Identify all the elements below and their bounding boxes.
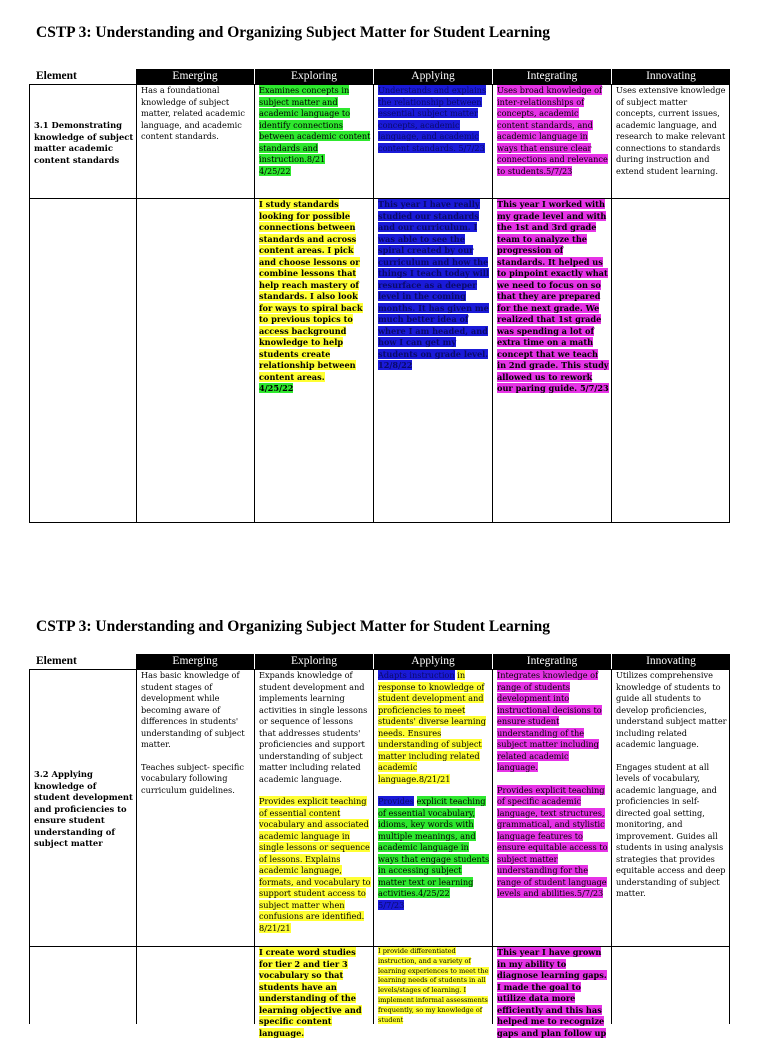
section1-table-line xyxy=(611,84,612,523)
section1-exploring-evidence-cell xyxy=(259,199,371,395)
section2-level-applying: Applying xyxy=(374,654,492,669)
section1-applying-cell xyxy=(378,85,490,154)
section2-exploring-evidence-text: I create word studies for tier 2 and tier 3 vocabulary so that students have an understanding of the learning objective and specific content language. xyxy=(259,947,362,1038)
section1-innovating-cell xyxy=(616,85,728,177)
section1-table-line xyxy=(729,84,730,523)
section2-element-header: Element xyxy=(36,655,77,667)
section1-exploring-evidence-date: 4/25/22 xyxy=(259,383,294,393)
section2-table-line xyxy=(29,669,30,1024)
section2-applying-text-1: in response to knowledge of student development and proficiencies to meet students' diverse learning needs. Ensures understanding of subject matter including related academic language.8/21/21 xyxy=(378,670,487,784)
section1-level-exploring: Exploring xyxy=(255,69,373,84)
section1-title: CSTP 3: Understanding and Organizing Subject Matter for Student Learning xyxy=(36,24,550,41)
section2-level-emerging: Emerging xyxy=(136,654,254,669)
section1-applying-evidence-cell xyxy=(378,199,490,370)
section2-table-line xyxy=(492,669,493,1024)
section2-exploring-text-1: Expands knowledge of student development and implements learning activities in single lessons or sequence of lessons that addresses students' proficiencies and support understanding of subject matter including related academic language. xyxy=(259,670,368,784)
section2-applying-evidence-cell xyxy=(378,947,490,1024)
section2-exploring-cell xyxy=(259,670,371,934)
section2-exploring-evidence-cell xyxy=(259,947,371,1038)
section1-integrating-text: Uses broad knowledge of inter-relationships of concepts, academic content standards, and academic language in ways that ensure clear connections and relevance to students.5/7/23 xyxy=(497,85,608,176)
section2-table-line xyxy=(254,669,255,1024)
section1-exploring-evidence-text: I study standards looking for possible connections between standards and across content areas. I pick and choose lessons or combine lessons that help reach mastery of standards. I also look for ways to spiral back to previous topics to access background knowledge to help students create relationship between content areas. xyxy=(259,199,363,382)
section2-applying-text-2: explicit teaching of essential vocabulary, idioms, key words with multiple meanings, and academic language in ways that engage students in accessing subject matter text or learning activities.4/25/22 xyxy=(378,796,490,898)
section1-emerging-cell xyxy=(141,85,251,143)
section1-level-integrating: Integrating xyxy=(493,69,611,84)
section2-applying-lead-1: Adapts instruction xyxy=(378,670,455,680)
section2-integrating-cell xyxy=(497,670,609,900)
section2-title: CSTP 3: Understanding and Organizing Subject Matter for Student Learning xyxy=(36,618,550,635)
section2-level-innovating: Innovating xyxy=(612,654,730,669)
section2-emerging-cell xyxy=(141,670,251,796)
section1-table-line xyxy=(29,84,30,523)
section1-table-line xyxy=(136,84,137,523)
section2-table-line xyxy=(729,669,730,1024)
section1-level-innovating: Innovating xyxy=(612,69,730,84)
section2-innovating-cell xyxy=(616,670,728,900)
section2-table-line xyxy=(611,669,612,1024)
section2-table-line xyxy=(373,669,374,1024)
section2-applying-date: 5/7/23 xyxy=(378,899,405,910)
section2-applying-evidence-text: I provide differentiated instruction, and a variety of learning experiences to meet the learning needs of students in all levels/stages of learning. I implement informal assessments frequently, so my knowledge of student xyxy=(378,947,489,1024)
section2-emerging-text-2: Teaches subject- specific vocabulary following curriculum guidelines. xyxy=(141,761,244,795)
section2-level-exploring: Exploring xyxy=(255,654,373,669)
section1-table-line xyxy=(254,84,255,523)
section1-applying-evidence-text: This year I have really studied our standards and our curriculum. I was able to see the spiral created by our curriculum and how the things I teach today will resurface as a deeper level in the coming months. It has given me much better idea of where I am headed, and how I can get my students on grade level. 12/8/22 xyxy=(378,199,490,370)
section2-integrating-evidence-cell xyxy=(497,947,609,1038)
section1-table-line xyxy=(492,84,493,523)
section1-exploring-date: 4/25/22 xyxy=(259,165,291,176)
section2-applying-cell xyxy=(378,670,490,911)
section2-level-integrating: Integrating xyxy=(493,654,611,669)
section1-innovating-text: Uses extensive knowledge of subject matter concepts, current issues, academic language, and research to make relevant connections to standards during instruction and extend student learning. xyxy=(616,85,726,176)
section2-applying-lead-2: Provides xyxy=(378,796,414,806)
section2-integrating-text-1: Integrates knowledge of range of students development into instructional decisions to ensure student understanding of the subject matter including related academic language. xyxy=(497,670,602,772)
section1-table-line xyxy=(29,522,730,523)
section1-integrating-evidence-cell xyxy=(497,199,609,395)
section1-level-applying: Applying xyxy=(374,69,492,84)
section2-integrating-text-2: Provides explicit teaching of specific academic language, text structures, grammatical, and stylistic language features to ensure equitable access to subject matter understanding for the range of student language levels and abilities.5/7/23 xyxy=(497,784,608,898)
section2-integrating-evidence-text: This year I have grown in my ability to diagnose learning gaps. I made the goal to utilize data more efficiently and this has helped me to recognize gaps and plan follow up xyxy=(497,947,607,1038)
section2-exploring-text-2: Provides explicit teaching of essential content vocabulary and associated academic language in single lessons or sequence of lessons. Explains academic language, formats, and vocabulary to support student access to subject matter when confusions are identified. 8/21/21 xyxy=(259,796,371,933)
section1-exploring-text: Examines concepts in subject matter and academic language to identify connections between academic content standards and instruction.8/21 xyxy=(259,85,371,164)
section2-table-line xyxy=(136,669,137,1024)
section1-element-label: 3.1 Demonstrating knowledge of subject matter academic content standards xyxy=(34,120,134,165)
section2-emerging-text-1: Has basic knowledge of student stages of development while becoming aware of differences in students' understanding of subject matter. xyxy=(141,670,245,749)
section1-applying-text: Understands and explains the relationship between essential subject matter concepts, academic language, and academic content standards. 5/7/23 xyxy=(378,85,487,153)
section1-integrating-evidence-text: This year I worked with my grade level and with the 1st and 3rd grade team to analyze the progression of standards. It helped us to pinpoint exactly what we need to focus on so that they are prepared for the next grade. We realized that 1st grade was spending a lot of extra time on a math concept that we teach in 2nd grade. This study allowed us to rework our paring guide. 5/7/23 xyxy=(497,199,609,393)
section2-element-label: 3.2 Applying knowledge of student development and proficiencies to ensure student understanding of subject matter xyxy=(34,769,133,848)
section1-element-header: Element xyxy=(36,70,77,82)
section1-integrating-cell xyxy=(497,85,609,177)
section1-table-line xyxy=(373,84,374,523)
section1-exploring-cell xyxy=(259,85,371,177)
section1-level-emerging: Emerging xyxy=(136,69,254,84)
section2-innovating-text-1: Utilizes comprehensive knowledge of students to guide all students to develop proficiencies, understand subject matter including related academic language. xyxy=(616,670,727,749)
section2-innovating-text-2: Engages student at all levels of vocabulary, academic language, and proficiencies in self- directed goal setting, monitoring, and improvement. Guides all students in using analysis strategies that provides equitable access and deep understanding of subject matter. xyxy=(616,761,726,898)
section1-emerging-text: Has a foundational knowledge of subject matter, related academic language, and academic content standards. xyxy=(141,85,245,141)
